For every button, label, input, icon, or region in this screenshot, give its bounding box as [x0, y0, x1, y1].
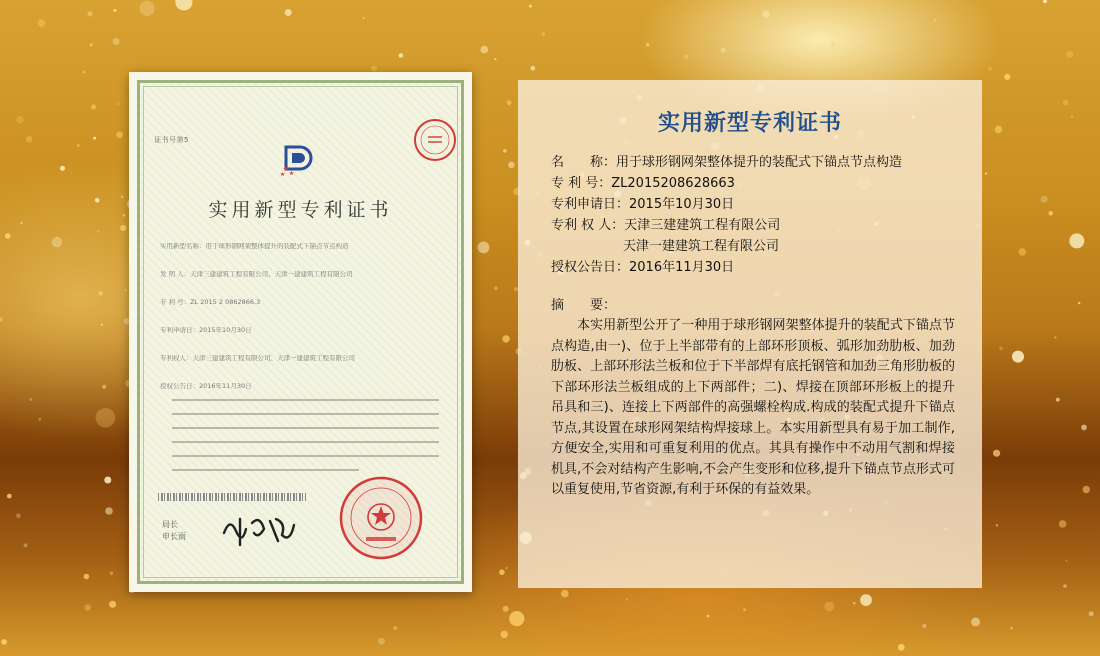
certificate-border [137, 80, 464, 584]
cnipa-logo-icon [278, 139, 318, 179]
certificate-line: 专 利 号：ZL 2015 2 0862866.3 [160, 299, 261, 306]
certificate-barcode [158, 493, 306, 501]
certificate-line: 授权公告日：2016年11月30日 [160, 383, 252, 390]
certificate-title: 实用新型专利证书 [208, 199, 393, 221]
patent-fields [551, 152, 971, 278]
field-grant-date: 授权公告日：2016年11月30日 [551, 260, 735, 275]
certificate-number: 证书号第5 [154, 136, 189, 144]
field-patent-number: 专 利 号：ZL2015208628663 [551, 176, 735, 191]
patent-certificate-image [129, 72, 472, 592]
abstract-label: 摘 要： [551, 298, 617, 313]
field-name: 名 称：用于球形钢网架整体提升的装配式下锚点节点构造 [551, 155, 903, 170]
field-patentee: 专利 权 人：天津三建建筑工程有限公司 [551, 218, 781, 233]
official-red-seal-icon [338, 475, 424, 561]
certificate-body-text [172, 399, 439, 483]
abstract-text: 本实用新型公开了一种用于球形钢网架整体提升的装配式下锚点节点构造,由一)、位于上半部带有的上部环形顶板、弧形加劲肋板、加劲肋板、上部环形法兰板和位于下半部焊有底托钢管和加劲三角形肋板的下部环形法兰板组成的上下两部件；二)、焊接在顶部环形板上的提升吊具和三)、连接上下两部件的高强螺栓构成.构成的装配式提升下锚点节点,其设置在球形网架结构焊接球上。本实用新型具有易于加工制作,方便安全,实用和可重复利用的优点。其具有操作中不动用气割和焊接机具,不会对结构产生影响,不会产生变形和位移,提升下锚点节点形式可以重复使用,节省资源,有利于环保的有益效果。 [551, 318, 955, 497]
director-label: 局长 申长雨 [162, 520, 186, 541]
patent-info-panel [518, 80, 982, 588]
field-patentee-2: 天津一建建筑工程有限公司 [623, 239, 780, 254]
panel-title: 实用新型专利证书 [657, 111, 842, 136]
director-signature-icon [220, 511, 298, 551]
certificate-line: 专利申请日：2015年10月30日 [160, 327, 252, 334]
certificate-line: 专利权人：天津三建建筑工程有限公司、天津一建建筑工程有限公司 [160, 355, 355, 362]
certificate-line: 发 明 人：天津三建建筑工程有限公司、天津一建建筑工程有限公司 [160, 271, 353, 278]
field-filing-date: 专利申请日：2015年10月30日 [551, 197, 735, 212]
small-red-seal-icon [412, 117, 458, 163]
certificate-line: 实用新型名称：用于球形钢网架整体提升的装配式下锚点节点构造 [160, 243, 349, 250]
certificate-fields [160, 243, 447, 411]
